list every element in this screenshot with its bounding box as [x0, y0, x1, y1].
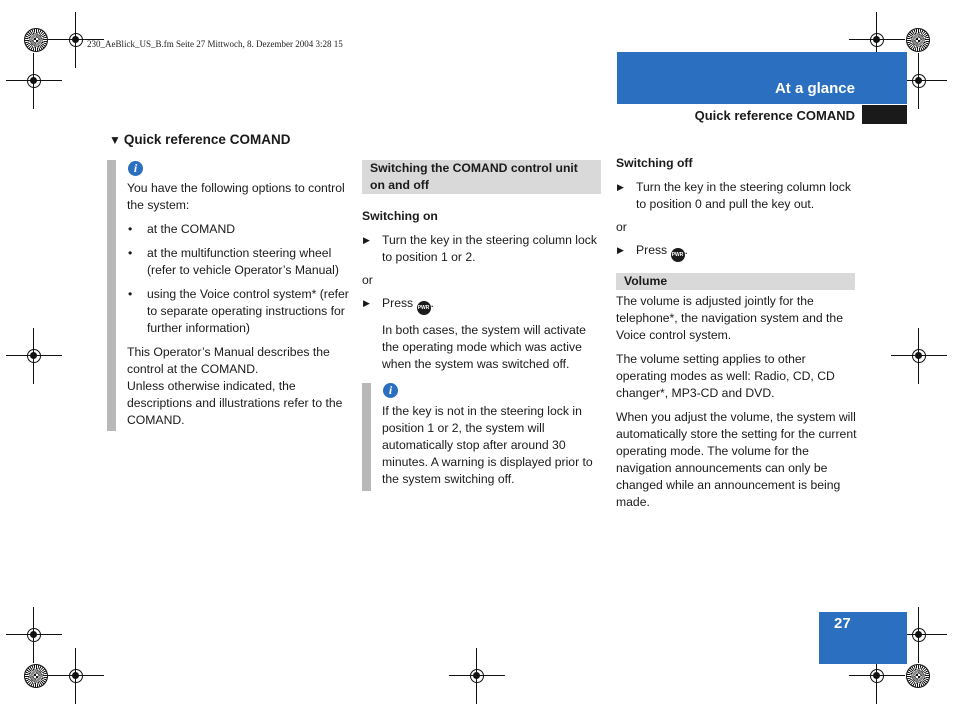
subheading: Switching on	[362, 209, 438, 223]
page-number-box	[819, 612, 907, 664]
crosshair-registration-mark	[909, 625, 929, 645]
info-note	[127, 180, 349, 429]
section-title	[109, 132, 290, 147]
crosshair-registration-mark	[66, 666, 86, 686]
instruction-step: ▶ Press PWR.	[362, 295, 602, 315]
info-icon: i	[128, 161, 143, 176]
volume-paragraph: When you adjust the volume, the system will automatically store the setting for the current operating mode. The volume for the navigation announcements can only be changed while an announcement is being made.	[616, 410, 857, 509]
color-registration-mark	[906, 664, 930, 688]
note-paragraph: Unless otherwise indicated, the descriptions and illustrations refer to the COMAND.	[127, 379, 343, 427]
chapter-header	[617, 52, 907, 104]
crosshair-registration-mark	[909, 346, 929, 366]
color-registration-mark	[24, 664, 48, 688]
note-paragraph: This Operator’s Manual describes the control at the COMAND.	[127, 345, 330, 376]
volume-block	[616, 293, 858, 511]
switching-off-block	[616, 155, 856, 262]
note-intro: You have the following options to control the system:	[127, 181, 345, 212]
crosshair-registration-mark	[66, 30, 86, 50]
step-arrow-icon: ▶	[617, 245, 624, 255]
file-info-line: 230_AeBlick_US_B.fm Seite 27 Mittwoch, 8. Dezember 2004 3:28 15	[87, 39, 343, 49]
power-button-icon: PWR	[417, 301, 431, 315]
power-button-icon: PWR	[671, 248, 685, 262]
volume-paragraph: The volume setting applies to other operating modes as well: Radio, CD, CD changer*, MP3-CD and DVD.	[616, 352, 835, 400]
volume-heading: Volume	[616, 273, 855, 290]
info-icon: i	[383, 383, 398, 398]
step-arrow-icon: ▶	[363, 298, 370, 308]
section-marker-icon: ▼	[109, 133, 121, 147]
subheading: Switching off	[616, 156, 693, 170]
step-arrow-icon: ▶	[363, 235, 370, 245]
instruction-step: ▶ Turn the key in the steering column lock to position 0 and pull the key out.	[617, 180, 851, 211]
instruction-step: ▶ Press PWR.	[616, 242, 856, 262]
thumb-tab	[862, 105, 907, 124]
or-label: or	[362, 273, 373, 287]
list-item: • at the COMAND	[127, 221, 349, 238]
crosshair-registration-mark	[24, 71, 44, 91]
running-subtitle: Quick reference COMAND	[694, 108, 855, 123]
or-label: or	[616, 220, 627, 234]
volume-paragraph: The volume is adjusted jointly for the telephone*, the navigation system and the Voice control system.	[616, 294, 843, 342]
crosshair-registration-mark	[909, 71, 929, 91]
chapter-title: At a glance	[774, 80, 855, 97]
crosshair-registration-mark	[867, 30, 887, 50]
note-sidebar	[107, 160, 116, 431]
crosshair-registration-mark	[24, 625, 44, 645]
section-box-heading: Switching the COMAND control unit on and off	[362, 160, 601, 194]
section-title-text: Quick reference COMAND	[123, 132, 291, 147]
info-note-text: If the key is not in the steering lock in position 1 or 2, the system will automatically stop after around 30 minutes. A warning is displayed prior to the system switching off.	[382, 404, 593, 486]
crosshair-registration-mark	[24, 346, 44, 366]
color-registration-mark	[906, 28, 930, 52]
instruction-step: ▶ Turn the key in the steering column lock to position 1 or 2.	[363, 233, 597, 264]
crosshair-registration-mark	[867, 666, 887, 686]
step-arrow-icon: ▶	[617, 182, 624, 192]
result-text: In both cases, the system will activate the operating mode which was active when the system was switched off.	[382, 323, 586, 371]
color-registration-mark	[24, 28, 48, 52]
list-item: • using the Voice control system* (refer to separate operating instructions for further information)	[127, 286, 349, 337]
crosshair-registration-mark	[467, 666, 487, 686]
page-number: 27	[834, 615, 851, 632]
note-sidebar	[362, 383, 371, 491]
list-item: • at the multifunction steering wheel (refer to vehicle Operator’s Manual)	[127, 245, 349, 279]
switching-on-block	[362, 208, 602, 373]
